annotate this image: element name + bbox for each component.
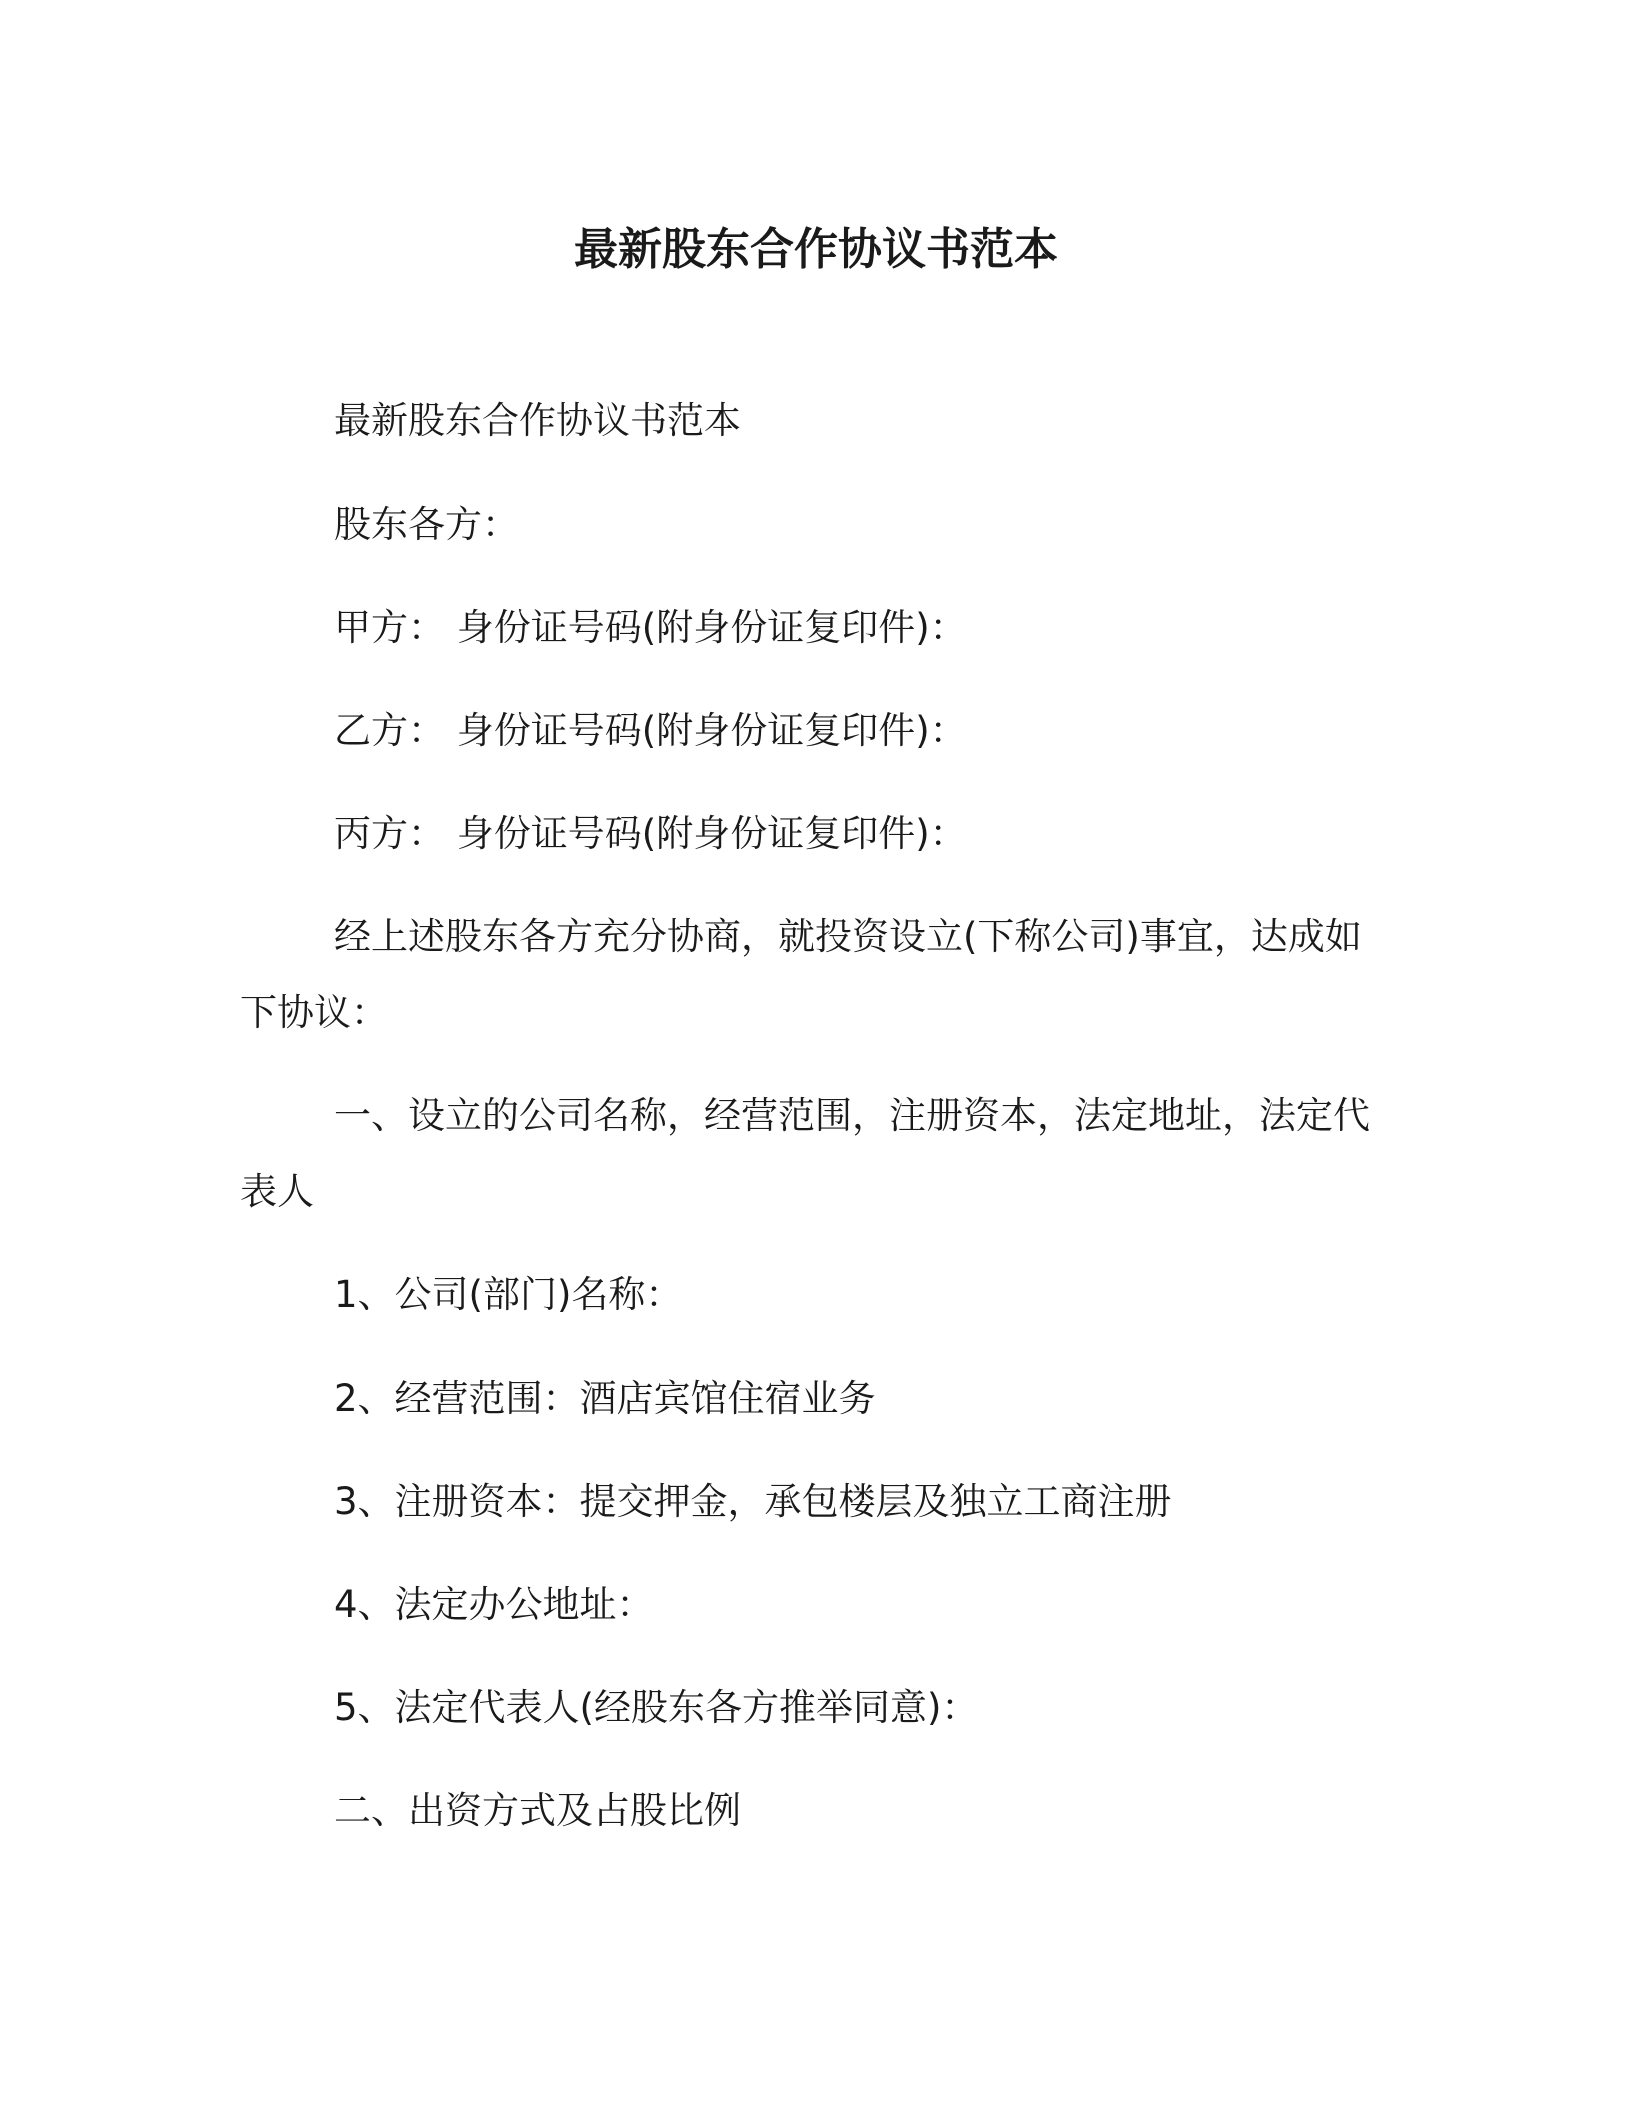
document-title: 最新股东合作协议书范本 xyxy=(574,224,1058,275)
preamble-line-1: 经上述股东各方充分协商，就投资设立(下称公司)事宜，达成如 xyxy=(334,915,1362,958)
item-1-company-name: 1、公司(部门)名称： xyxy=(334,1273,683,1316)
item-3-registered-capital: 3、注册资本：提交押金，承包楼层及独立工商注册 xyxy=(334,1480,1172,1523)
item-5-legal-representative: 5、法定代表人(经股东各方推举同意)： xyxy=(334,1686,979,1729)
section-2-heading: 二、出资方式及占股比例 xyxy=(334,1789,741,1832)
section-1-heading-line-1: 一、设立的公司名称，经营范围，注册资本，法定地址，法定代 xyxy=(334,1094,1370,1137)
preamble-line-2: 下协议： xyxy=(240,991,388,1034)
party-b-line: 乙方： 身份证号码(附身份证复印件)： xyxy=(334,709,967,752)
party-c-line: 丙方： 身份证号码(附身份证复印件)： xyxy=(334,812,967,855)
item-2-business-scope: 2、经营范围：酒店宾馆住宿业务 xyxy=(334,1377,876,1420)
subtitle-line: 最新股东合作协议书范本 xyxy=(334,399,741,442)
item-4-office-address: 4、法定办公地址： xyxy=(334,1583,654,1626)
party-a-line: 甲方： 身份证号码(附身份证复印件)： xyxy=(334,606,967,649)
section-1-heading-line-2: 表人 xyxy=(240,1170,314,1213)
parties-heading: 股东各方： xyxy=(334,503,519,546)
